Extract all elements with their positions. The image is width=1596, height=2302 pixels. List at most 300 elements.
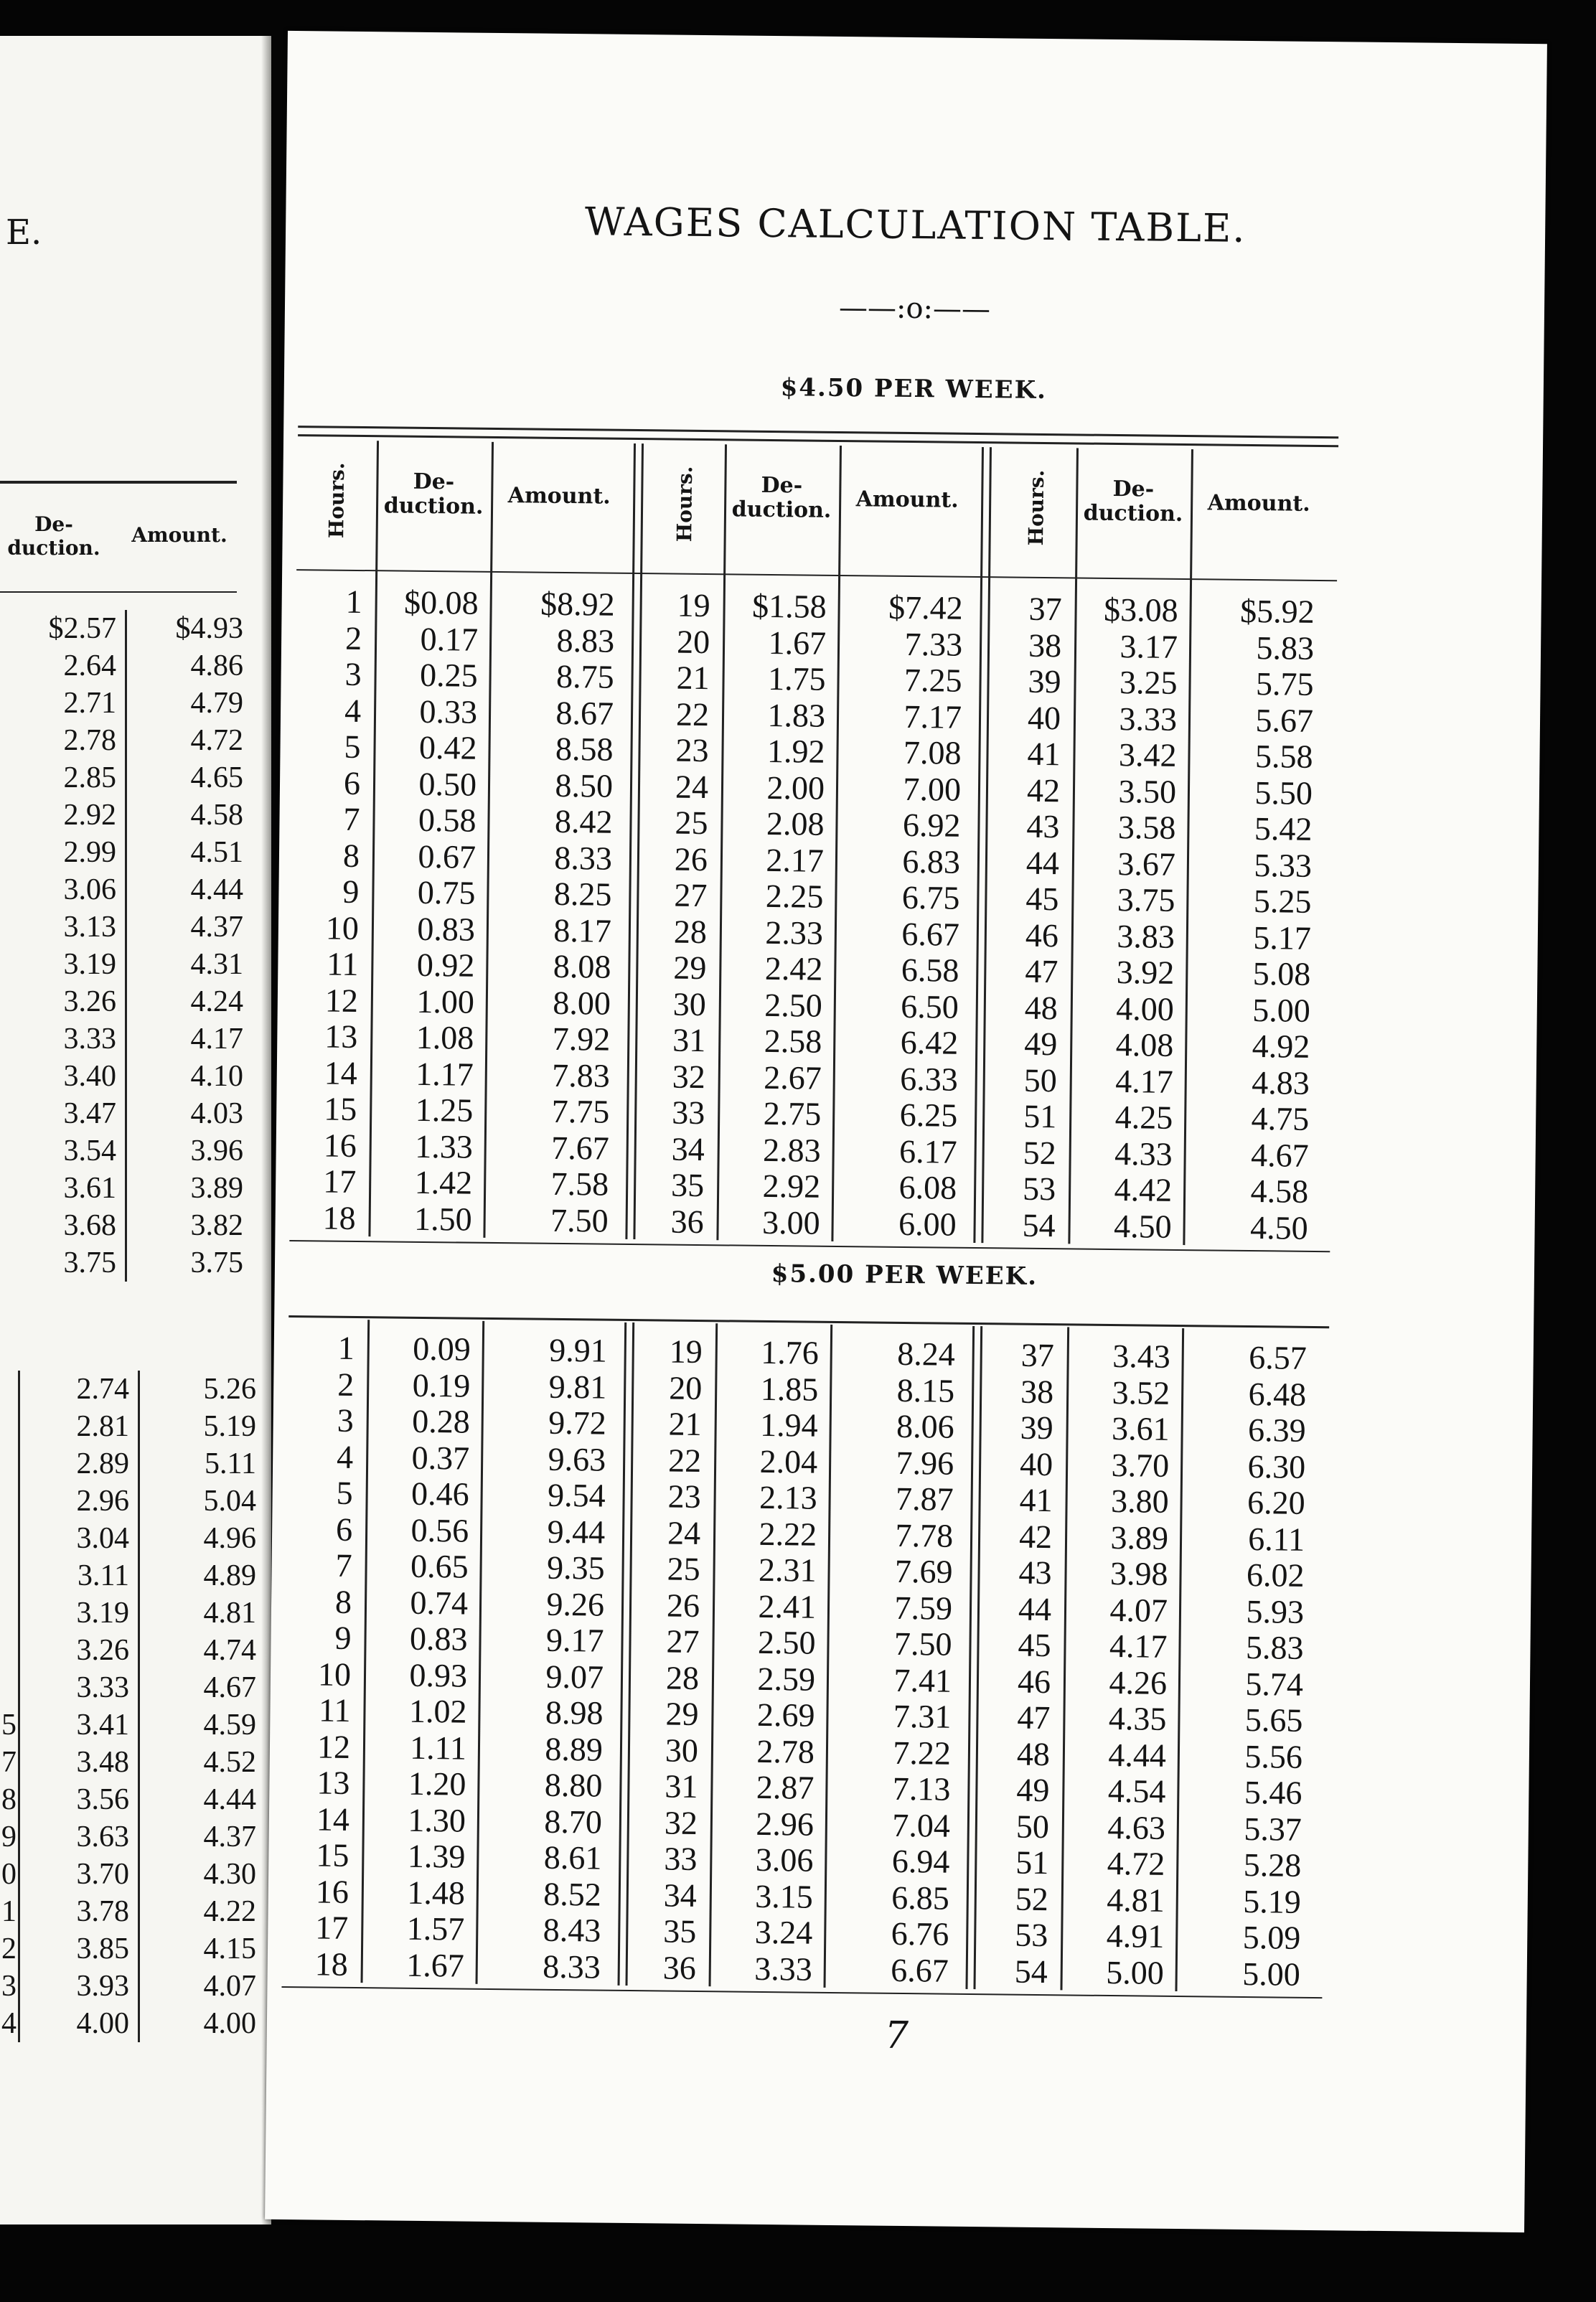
deduction-cell: 0.67 — [418, 837, 477, 875]
amount-cell: 8.61 — [543, 1838, 602, 1876]
deduction-cell: 2.92 — [63, 799, 116, 832]
amount-cell: 6.58 — [901, 951, 959, 989]
amount-cell: 6.11 — [1248, 1520, 1305, 1558]
hours-stub-cell: 9 — [1, 1821, 17, 1854]
amount-cell: 4.10 — [126, 1058, 253, 1095]
amount-cell: 5.42 — [1254, 810, 1313, 847]
table-row — [984, 1736, 1315, 1775]
hours-cell: 8 — [342, 837, 360, 874]
amount-header: Amount. — [855, 487, 959, 513]
table-row — [642, 769, 973, 808]
amount-cell: 8.06 — [896, 1407, 954, 1445]
hours-cell: 10 — [317, 1655, 352, 1693]
amount-cell: 7.00 — [903, 770, 962, 808]
hours-cell: 6 — [343, 764, 361, 802]
hours-cell: 40 — [1019, 1445, 1053, 1483]
amount-cell: 9.07 — [545, 1658, 604, 1696]
hours-cell: 35 — [670, 1166, 705, 1204]
deduction-cell: 3.48 — [19, 1744, 139, 1781]
table-row — [287, 1438, 618, 1477]
table-row — [633, 1660, 964, 1699]
table-row — [291, 1018, 622, 1058]
table-row — [291, 1055, 622, 1094]
table-row — [283, 1837, 614, 1876]
amount-cell: 7.33 — [904, 625, 963, 663]
deduction-cell: 2.00 — [766, 769, 825, 807]
amount-cell: 4.50 — [1249, 1208, 1308, 1246]
hours-cell: 34 — [663, 1876, 698, 1914]
table-row — [290, 1127, 621, 1167]
deduction-cell: 2.59 — [757, 1660, 816, 1698]
deduction-cell: 2.99 — [63, 836, 116, 869]
table-row — [640, 949, 971, 989]
amount-cell: 7.96 — [896, 1444, 954, 1482]
deduction-cell: 0.74 — [410, 1584, 469, 1622]
deduction-cell: 3.75 — [1117, 881, 1175, 919]
amount-cell: 6.25 — [899, 1096, 958, 1134]
hours-stub-cell — [0, 1445, 19, 1483]
amount-cell: 7.59 — [894, 1589, 953, 1627]
table-row — [288, 1330, 619, 1369]
amount-cell: 4.30 — [139, 1856, 266, 1893]
amount-cell: 4.44 — [126, 871, 253, 908]
deduction-cell: 4.54 — [1107, 1772, 1166, 1810]
amount-cell: $4.93 — [126, 610, 253, 647]
deduction-cell: 4.42 — [1114, 1171, 1173, 1208]
deduction-cell: 3.61 — [63, 1172, 116, 1205]
amount-cell: 8.33 — [543, 1948, 601, 1986]
deduction-cell: 3.00 — [761, 1203, 820, 1241]
table-row — [987, 1337, 1318, 1376]
hours-cell: 25 — [675, 804, 708, 842]
deduction-cell: 3.33 — [19, 1669, 139, 1706]
amount-cell: 6.33 — [900, 1060, 959, 1098]
amount-cell: 8.80 — [544, 1766, 603, 1804]
hours-cell: 47 — [1017, 1699, 1051, 1737]
amount-cell: 5.19 — [1243, 1882, 1302, 1920]
deduction-cell: 3.92 — [1116, 954, 1175, 991]
amount-cell: 6.30 — [1247, 1447, 1306, 1485]
table-row — [992, 917, 1323, 957]
table-row — [981, 1953, 1312, 1993]
table-row — [630, 1950, 961, 1989]
table-row — [636, 1370, 967, 1409]
amount-cell: 6.92 — [902, 806, 961, 844]
deduction-cell: 3.26 — [63, 985, 116, 1018]
hours-stub-cell — [0, 1632, 19, 1669]
table-row — [296, 620, 626, 659]
deduction-cell: 2.74 — [19, 1371, 139, 1408]
hours-cell: 53 — [1015, 1916, 1048, 1954]
hours-cell: 33 — [671, 1094, 705, 1132]
amount-cell: 8.58 — [555, 730, 614, 768]
deduction-cell: 1.39 — [407, 1837, 466, 1875]
hours-stub-cell: 1 — [1, 1895, 17, 1928]
left-page-top-table — [0, 610, 252, 1282]
table-row — [0, 1170, 252, 1207]
table-row — [982, 1917, 1313, 1956]
amount-cell: 8.67 — [555, 694, 614, 732]
hours-cell: 45 — [1018, 1626, 1051, 1664]
amount-cell: 6.39 — [1247, 1411, 1306, 1449]
deduction-cell: 3.70 — [19, 1856, 139, 1893]
deduction-cell: 2.33 — [765, 913, 824, 952]
hours-cell: 7 — [343, 800, 360, 838]
hours-cell: 32 — [664, 1804, 698, 1841]
section-heading-450: $4.50 PER WEEK. — [780, 373, 1048, 405]
deduction-cell: 3.33 — [1119, 700, 1178, 738]
amount-cell: 5.09 — [1242, 1918, 1301, 1956]
hours-cell: 49 — [1016, 1771, 1050, 1809]
table-row — [286, 1511, 617, 1550]
deduction-cell: 1.67 — [768, 624, 827, 662]
amount-cell: 5.08 — [1252, 955, 1311, 992]
hours-cell: 20 — [676, 623, 710, 660]
deduction-cell: 1.17 — [416, 1055, 474, 1093]
amount-cell: 7.31 — [893, 1697, 952, 1735]
amount-cell: 9.35 — [546, 1549, 605, 1587]
amount-cell: 4.58 — [1250, 1173, 1309, 1210]
amount-cell: 5.26 — [139, 1371, 266, 1408]
amount-cell: 4.07 — [139, 1968, 266, 2005]
table-row — [985, 1554, 1316, 1594]
table-row — [643, 659, 974, 699]
deduction-cell: 2.71 — [63, 687, 116, 720]
amount-cell: 4.67 — [1250, 1136, 1309, 1174]
table-row — [990, 1170, 1320, 1210]
deduction-cell: 3.19 — [19, 1594, 139, 1632]
deduction-cell: 3.85 — [19, 1930, 139, 1968]
deduction-cell: 3.63 — [19, 1818, 139, 1856]
hours-cell: 44 — [1018, 1590, 1052, 1627]
deduction-cell: 3.06 — [755, 1841, 814, 1879]
deduction-cell: 4.25 — [1114, 1099, 1173, 1136]
deduction-cell: 0.42 — [418, 728, 477, 766]
deduction-cell: 3.52 — [1112, 1373, 1170, 1411]
amount-cell: 4.24 — [126, 983, 253, 1020]
table-row — [989, 1207, 1320, 1246]
hours-cell: 3 — [337, 1401, 355, 1439]
table-row — [0, 1408, 265, 1445]
table-row — [982, 1844, 1313, 1884]
deduction-cell: 2.58 — [764, 1022, 822, 1060]
deduction-cell: 4.72 — [1107, 1844, 1165, 1882]
deduction-cell: 3.19 — [63, 948, 116, 981]
section-heading-500: $5.00 PER WEEK. — [771, 1259, 1038, 1291]
amount-cell: 6.02 — [1246, 1556, 1305, 1594]
amount-cell: 8.75 — [555, 657, 614, 695]
table-row — [0, 1781, 265, 1818]
deduction-cell: 3.15 — [755, 1877, 814, 1915]
amount-cell: 6.08 — [898, 1168, 957, 1206]
deduction-cell: 2.96 — [19, 1483, 139, 1520]
hours-cell: 12 — [316, 1727, 351, 1765]
deduction-cell: 1.25 — [415, 1091, 474, 1129]
hours-stub-cell: 5 — [1, 1709, 17, 1742]
table-row — [995, 663, 1325, 703]
table-row — [0, 759, 252, 797]
left-page-bottom-table — [0, 1371, 265, 2042]
deduction-cell: 1.33 — [414, 1127, 474, 1165]
hours-cell: 3 — [344, 655, 362, 693]
hours-cell: 41 — [1019, 1481, 1053, 1519]
table-row — [0, 834, 252, 871]
hours-cell: 2 — [344, 619, 362, 657]
amount-cell: 6.67 — [891, 1951, 949, 1989]
deduction-cell: 2.87 — [756, 1768, 815, 1806]
deduction-cell: $2.57 — [48, 612, 116, 645]
amount-cell: 5.58 — [1254, 738, 1313, 775]
hours-cell: 14 — [316, 1800, 350, 1838]
amount-cell: 7.41 — [893, 1661, 952, 1699]
table-row — [994, 736, 1325, 775]
deduction-cell: 2.42 — [764, 949, 823, 987]
amount-cell: 5.74 — [1245, 1665, 1304, 1703]
hours-cell: 46 — [1017, 1663, 1051, 1700]
table-row — [292, 982, 623, 1022]
deduction-cell: 1.92 — [766, 732, 825, 770]
hours-cell: 50 — [1015, 1808, 1050, 1845]
deduction-cell: 0.50 — [418, 765, 477, 803]
table-row — [992, 880, 1323, 920]
deduction-cell: 4.00 — [1116, 990, 1175, 1028]
deduction-cell: 0.56 — [410, 1511, 469, 1549]
deduction-cell: 2.50 — [764, 986, 823, 1024]
deduction-cell: 1.94 — [759, 1406, 818, 1444]
deduction-cell: 2.41 — [758, 1587, 817, 1625]
table-row — [282, 1945, 613, 1985]
hours-header: Hours. — [324, 462, 349, 539]
amount-cell: 7.78 — [895, 1516, 954, 1554]
amount-cell: 9.44 — [547, 1513, 606, 1551]
deduction-cell: 0.33 — [419, 692, 478, 730]
deduction-cell: 5.00 — [1105, 1953, 1165, 1991]
amount-cell: 7.92 — [552, 1020, 611, 1058]
deduction-cell: 1.02 — [408, 1692, 467, 1730]
amount-cell: $7.42 — [888, 588, 963, 626]
deduction-cell: 0.17 — [420, 620, 479, 658]
hours-cell: 28 — [673, 913, 708, 950]
amount-cell: 4.37 — [139, 1818, 266, 1856]
amount-cell: 5.75 — [1255, 665, 1314, 703]
table-row — [641, 913, 972, 953]
amount-cell: 4.52 — [139, 1744, 266, 1781]
table-row — [632, 1805, 962, 1844]
deduction-cell: 2.78 — [756, 1732, 815, 1770]
deduction-cell: 4.44 — [1108, 1736, 1167, 1774]
hours-cell: 28 — [665, 1659, 700, 1696]
group-double-rule — [965, 1326, 982, 1989]
amount-cell: 5.67 — [1255, 701, 1314, 739]
hours-stub-cell — [0, 1594, 19, 1632]
table-row — [993, 845, 1324, 884]
deduction-cell: 0.19 — [412, 1366, 471, 1404]
deduction-cell: 1.20 — [408, 1765, 466, 1803]
table-row — [283, 1765, 614, 1804]
amount-cell: 5.00 — [1241, 1955, 1301, 1993]
hours-cell: 11 — [326, 945, 359, 982]
amount-cell: 4.75 — [1251, 1100, 1310, 1137]
amount-cell: 7.17 — [903, 697, 962, 736]
amount-cell: 9.63 — [548, 1440, 606, 1478]
table-row — [283, 1800, 614, 1840]
hours-stub-cell — [0, 1408, 19, 1445]
hours-cell: 19 — [669, 1333, 703, 1371]
hours-cell: 13 — [324, 1018, 358, 1055]
table-row — [992, 990, 1323, 1029]
deduction-cell: 2.92 — [762, 1167, 821, 1205]
deduction-cell: 3.43 — [1112, 1338, 1171, 1375]
wages-page — [265, 31, 1547, 2232]
deduction-cell: 3.42 — [1118, 736, 1177, 774]
hours-stub-cell: 8 — [1, 1783, 17, 1816]
deduction-cell: 0.65 — [410, 1547, 469, 1585]
amount-cell: 8.17 — [553, 911, 612, 949]
hours-cell: 42 — [1018, 1518, 1053, 1555]
group-double-rule — [973, 447, 992, 1243]
deduction-cell: 4.00 — [19, 2005, 139, 2042]
deduction-cell: 3.54 — [63, 1134, 116, 1168]
hours-cell: 53 — [1022, 1170, 1056, 1208]
hours-cell: 9 — [334, 1619, 352, 1656]
deduction-cell: 1.11 — [409, 1729, 467, 1767]
amount-cell: 4.74 — [139, 1632, 266, 1669]
table-row — [0, 1020, 252, 1058]
table-row — [632, 1768, 962, 1808]
deduction-cell: 3.13 — [63, 911, 116, 944]
left-deduction-header: De- duction. — [7, 512, 100, 560]
table-row — [293, 910, 624, 949]
amount-cell: 8.89 — [545, 1730, 604, 1768]
hours-cell: 6 — [335, 1511, 353, 1548]
amount-cell: 4.58 — [126, 797, 253, 834]
hours-cell: 18 — [322, 1198, 356, 1236]
hours-cell: 31 — [672, 1021, 706, 1059]
amount-cell: 6.94 — [891, 1842, 950, 1880]
hours-header: Hours. — [1024, 469, 1049, 546]
hours-cell: 37 — [1020, 1336, 1055, 1374]
table-row — [635, 1406, 966, 1445]
table-row — [992, 953, 1323, 992]
table-row — [0, 1244, 252, 1282]
table-row — [287, 1402, 618, 1442]
hours-cell: 13 — [316, 1764, 350, 1801]
hours-cell: 1 — [337, 1329, 355, 1366]
amount-cell: 5.93 — [1246, 1592, 1305, 1630]
deduction-cell: 3.75 — [63, 1246, 116, 1279]
amount-cell: 4.00 — [139, 2005, 266, 2042]
hours-cell: 47 — [1025, 952, 1058, 990]
hours-cell: 5 — [336, 1474, 353, 1511]
deduction-header: De- duction. — [731, 472, 832, 523]
hours-cell: 9 — [342, 873, 360, 911]
amount-cell: 5.25 — [1253, 883, 1312, 920]
table-row — [0, 1706, 265, 1744]
deduction-cell: 2.85 — [63, 761, 116, 794]
table-row — [987, 1373, 1318, 1413]
deduction-cell: 3.78 — [19, 1893, 139, 1930]
hours-cell: 17 — [315, 1909, 349, 1946]
deduction-cell: 2.81 — [19, 1408, 139, 1445]
table-row — [642, 804, 972, 844]
amount-cell: 5.33 — [1254, 846, 1313, 884]
rate-table-group — [282, 1330, 619, 1986]
hours-cell: 37 — [1028, 590, 1062, 628]
hours-stub-cell — [0, 1371, 19, 1408]
deduction-cell: $1.58 — [751, 587, 827, 625]
table-row — [285, 1655, 616, 1695]
amount-cell: 4.51 — [126, 834, 253, 871]
deduction-cell: 3.80 — [1110, 1483, 1169, 1520]
amount-cell: 4.86 — [126, 647, 253, 685]
table-row — [983, 1772, 1314, 1811]
hours-cell: 46 — [1025, 916, 1059, 954]
deduction-cell: 3.47 — [63, 1097, 116, 1130]
hours-cell: 23 — [667, 1477, 701, 1516]
deduction-cell: 3.25 — [1119, 664, 1178, 701]
section-450-per-week — [289, 418, 1338, 1276]
deduction-cell: 0.28 — [411, 1402, 471, 1440]
table-row — [0, 1483, 265, 1520]
table-row — [640, 986, 971, 1025]
amount-cell: 8.52 — [543, 1875, 602, 1913]
hours-stub-cell: 4 — [1, 2007, 17, 2040]
table-row — [644, 587, 975, 626]
amount-cell: 5.11 — [139, 1445, 266, 1483]
hours-cell: 35 — [663, 1912, 697, 1950]
table-row — [286, 1475, 617, 1514]
amount-cell: 8.83 — [556, 621, 615, 659]
hours-cell: 26 — [674, 840, 708, 878]
hours-stub-cell: 0 — [1, 1858, 17, 1891]
table-row — [641, 877, 972, 916]
deduction-cell: 3.89 — [1110, 1518, 1169, 1556]
deduction-cell: 3.41 — [19, 1706, 139, 1744]
amount-cell: 5.56 — [1244, 1737, 1303, 1775]
amount-cell: 6.50 — [901, 987, 959, 1025]
table-row — [0, 2005, 265, 2042]
amount-cell: 4.59 — [139, 1706, 266, 1744]
deduction-header: De- duction. — [383, 469, 484, 520]
amount-cell: 4.92 — [1252, 1028, 1310, 1065]
table-row — [0, 722, 252, 759]
table-row — [634, 1515, 965, 1554]
deduction-cell: 4.35 — [1108, 1700, 1167, 1737]
hours-cell: 21 — [668, 1405, 702, 1443]
hours-cell: 52 — [1023, 1134, 1056, 1171]
amount-cell: 5.37 — [1244, 1810, 1302, 1848]
table-row — [0, 871, 252, 908]
table-row — [291, 1091, 621, 1130]
table-row — [987, 1446, 1318, 1485]
deduction-cell: 2.25 — [765, 877, 824, 915]
table-row — [987, 1409, 1318, 1449]
table-row — [294, 801, 624, 840]
amount-cell: 9.54 — [547, 1476, 606, 1514]
table-row — [994, 772, 1325, 812]
amount-cell: 7.75 — [551, 1092, 610, 1130]
table-row — [993, 808, 1324, 847]
deduction-cell: 2.17 — [766, 841, 825, 879]
amount-cell: 4.79 — [126, 685, 253, 722]
table-row — [294, 837, 624, 877]
table-row — [0, 1818, 265, 1856]
table-row — [634, 1478, 965, 1518]
deduction-cell: 4.17 — [1109, 1627, 1168, 1665]
hours-cell: 43 — [1026, 807, 1060, 845]
hours-cell: 24 — [675, 768, 709, 805]
amount-cell: 7.08 — [903, 733, 962, 771]
